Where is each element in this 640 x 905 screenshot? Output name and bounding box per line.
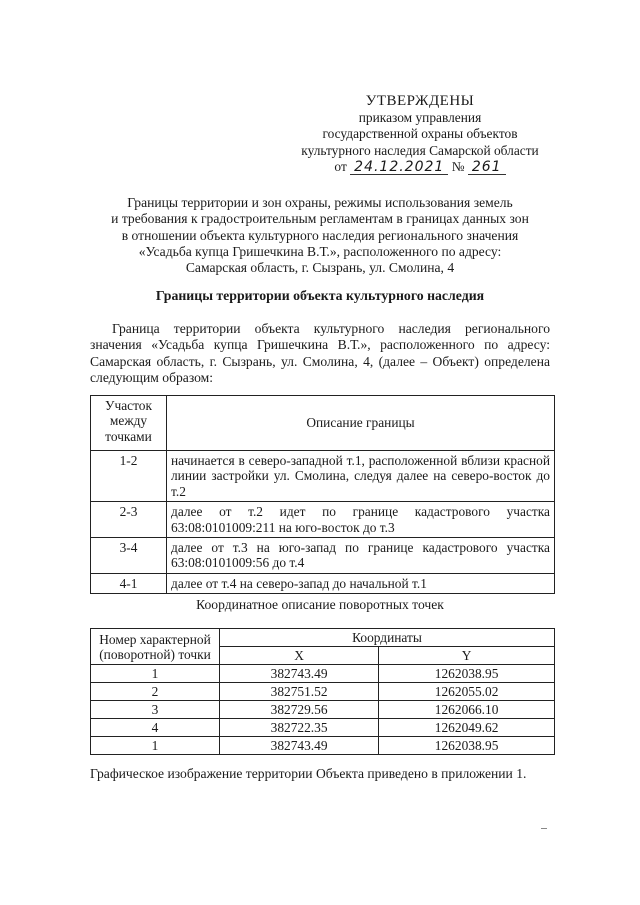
- heading-line-4: «Усадьба купца Гришечкина В.Т.», расположенного по адресу:: [138, 243, 502, 259]
- approval-line-3: культурного наследия Самарской области: [301, 142, 539, 158]
- intro-text: Граница территории объекта культурного наследия регионального значения «Усадьба купца Гришечкина В.Т.», расположенного по адресу: Самарская область, г. Сызрань, ул. Смолина, 4, (далее – Объект) определена следующим образом:: [90, 321, 550, 385]
- table-row: [91, 701, 555, 719]
- approval-block: [290, 93, 550, 176]
- approval-title: УТВЕРЖДЕНЫ: [365, 93, 475, 109]
- approval-date: 24.12.2021: [350, 160, 448, 175]
- description-cell: начинается в северо-западной т.1, расположенной вблизи красной линии застройки ул. Смолина, следуя далее на северо-восток до т.2: [167, 451, 555, 502]
- header-y: Y: [379, 647, 555, 665]
- header-coordinates: Координаты: [220, 629, 555, 647]
- boundary-table: [90, 395, 555, 594]
- section-title: Границы территории объекта культурного наследия: [155, 288, 485, 303]
- table-row: [91, 502, 555, 538]
- number-prefix: №: [451, 159, 465, 174]
- description-cell: далее от т.2 идет по границе кадастрового участка 63:08:0101009:211 на юго-восток до т.3: [167, 502, 555, 538]
- table-row: [91, 683, 555, 701]
- approval-number: 261: [468, 160, 506, 175]
- heading-line-2: и требования к градостроительным регламентам в границах данных зон: [111, 211, 529, 227]
- coordinates-table: [90, 628, 555, 755]
- point-cell: 2: [91, 683, 220, 701]
- scan-speck: [541, 828, 547, 829]
- header-description: Описание границы: [167, 396, 555, 451]
- table-row: [91, 719, 555, 737]
- segment-cell: 1-2: [91, 451, 167, 502]
- header-segment: Участок между точками: [91, 396, 167, 451]
- coordinates-caption: Координатное описание поворотных точек: [196, 597, 444, 612]
- header-point-number: Номер характерной (поворотной) точки: [91, 629, 220, 665]
- point-cell: 1: [91, 737, 220, 755]
- point-cell: 3: [91, 701, 220, 719]
- table-row: [91, 538, 555, 574]
- x-cell: 382743.49: [220, 665, 379, 683]
- x-cell: 382729.56: [220, 701, 379, 719]
- table-row: [91, 737, 555, 755]
- approval-line-1: приказом управления: [358, 109, 482, 125]
- y-cell: 1262049.62: [379, 719, 555, 737]
- date-prefix: от: [334, 159, 347, 174]
- approval-date-line: [290, 159, 550, 176]
- heading-line-1: Границы территории и зон охраны, режимы использования земель: [127, 195, 513, 210]
- point-cell: 1: [91, 665, 220, 683]
- y-cell: 1262066.10: [379, 701, 555, 719]
- description-cell: далее от т.4 на северо-запад до начальной т.1: [167, 573, 555, 593]
- footer-note: Графическое изображение территории Объекта приведено в приложении 1.: [90, 766, 527, 781]
- header-x: X: [220, 647, 379, 665]
- boundary-table-header: [91, 396, 555, 451]
- table-row: [91, 451, 555, 502]
- intro-paragraph: [90, 321, 550, 386]
- segment-cell: 3-4: [91, 538, 167, 574]
- heading-line-5: Самарская область, г. Сызрань, ул. Смолина, 4: [185, 260, 455, 276]
- point-cell: 4: [91, 719, 220, 737]
- y-cell: 1262038.95: [379, 737, 555, 755]
- heading-line-3: в отношении объекта культурного наследия регионального значения: [121, 227, 519, 243]
- x-cell: 382751.52: [220, 683, 379, 701]
- segment-cell: 2-3: [91, 502, 167, 538]
- approval-line-2: государственной охраны объектов: [322, 126, 518, 141]
- x-cell: 382743.49: [220, 737, 379, 755]
- segment-cell: 4-1: [91, 573, 167, 593]
- table-row: [91, 665, 555, 683]
- y-cell: 1262038.95: [379, 665, 555, 683]
- coordinates-header: [91, 629, 555, 647]
- description-cell: далее от т.3 на юго-запад по границе кадастрового участка 63:08:0101009:56 до т.4: [167, 538, 555, 574]
- document-heading: [90, 195, 550, 276]
- table-row: [91, 573, 555, 593]
- y-cell: 1262055.02: [379, 683, 555, 701]
- x-cell: 382722.35: [220, 719, 379, 737]
